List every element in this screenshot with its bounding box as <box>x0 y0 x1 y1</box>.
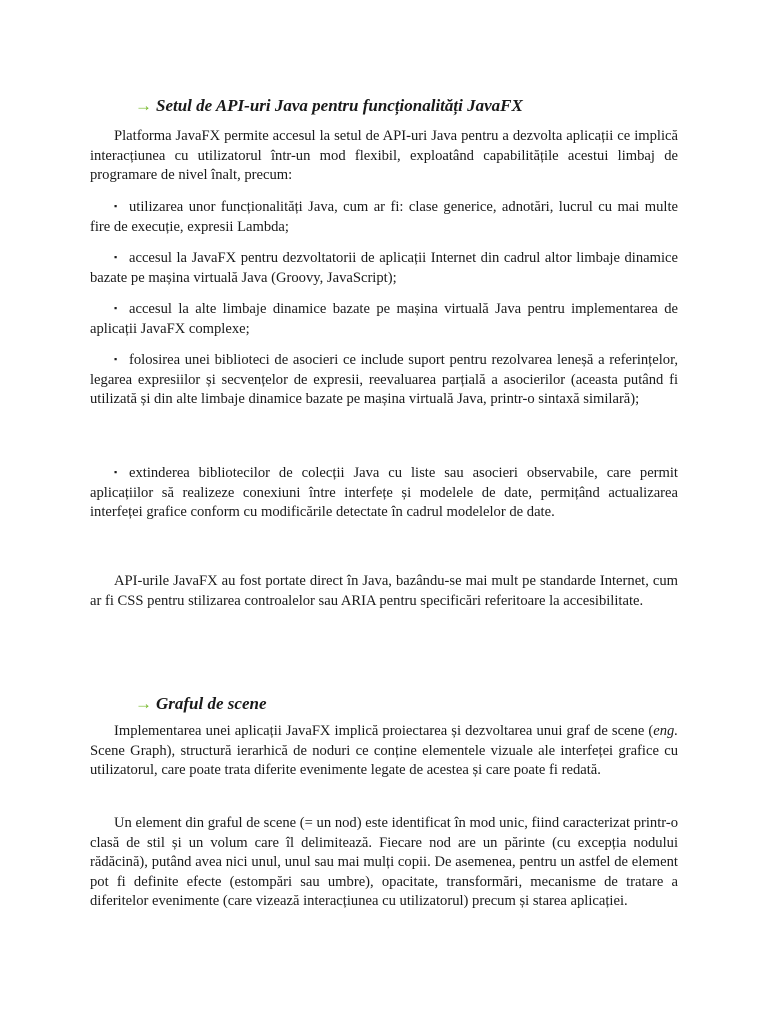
list-item <box>90 299 678 339</box>
list-item-text: accesul la JavaFX pentru dezvoltatorii de aplicații Internet din cadrul altor limbaje dinamice bazate pe mașina virtuală Java (Groovy, JavaScript); <box>90 250 678 286</box>
intro-paragraph: Platforma JavaFX permite accesul la setul de API-uri Java pentru a dezvolta aplicații ce implică interacțiunea cu utilizatorul într-un mod flexibil, exploatând capabilitățile acestui limbaj de programare de nivel înalt, precum: <box>90 128 678 183</box>
node-paragraph: Un element din graful de scene (= un nod) este identificat în mod unic, fiind caracterizat printr-o clasă de stil și un volum care îl delimitează. Fiecare nod are un părinte (cu excepția nodului rădăcină), putând avea nici unul, unul sau mai mulți copii. De asemenea, pentru un astfel de element pot fi definite efecte (estompări sau umbre), opacitate, transformări, mecanisme de tratare a diferitelor evenimente (care vizează interacțiunea cu utilizatorul) precum și starea aplicației. <box>90 815 678 909</box>
paragraph-text: Scene Graph), structură ierarhică de noduri ce conține elementele vizuale ale interfeței grafice cu utilizatorul, care poate trata diferite evenimente legate de acestea și care poate fi redată. <box>90 742 678 778</box>
list-item-text: accesul la alte limbaje dinamice bazate pe mașina virtuală Java pentru implementarea de aplicații JavaFX complexe; <box>90 301 678 337</box>
bullet-icon: ▪ <box>114 354 118 364</box>
section-heading-api <box>90 95 678 117</box>
scene-graph-paragraph <box>90 722 678 781</box>
paragraph-italic: eng. <box>653 723 678 739</box>
list-item-text: folosirea unei biblioteci de asocieri ce include suport pentru rezolvarea leneșă a referințelor, legarea expresiilor și secvențelor de expresii, reevaluarea parțială a asocierilor (aceasta putând fi utilizată și din alte limbaje dinamice bazate pe mașina virtuală Java, printr-o sintaxă similară); <box>90 352 678 407</box>
arrow-icon: → <box>135 96 152 115</box>
bullet-icon: ▪ <box>114 252 118 262</box>
list-item-text: utilizarea unor funcționalități Java, cum ar fi: clase generice, adnotări, lucrul cu mai multe fire de execuție, expresii Lambda; <box>90 199 678 235</box>
list-item <box>90 197 678 237</box>
paragraph-text: Implementarea unei aplicații JavaFX implică proiectarea și dezvoltarea unui graf de scene ( <box>114 723 654 739</box>
list-item-text: extinderea bibliotecilor de colecții Java cu liste sau asocieri observabile, care permit aplicațiilor să realizeze conexiuni între interfețe și modelele de date, permițând actualizarea interfeței grafice conform cu modificările detectate în cadrul modelelor de date. <box>90 465 678 520</box>
list-item <box>90 248 678 288</box>
section-title: Graful de scene <box>156 694 267 713</box>
arrow-icon: → <box>135 694 152 713</box>
bullet-icon: ▪ <box>114 201 118 211</box>
bullet-icon: ▪ <box>114 467 118 477</box>
section-title: Setul de API-uri Java pentru funcționalități JavaFX <box>156 96 523 115</box>
list-item <box>90 350 678 410</box>
section-heading-scene-graph <box>90 693 678 715</box>
bullet-icon: ▪ <box>114 303 118 313</box>
list-item <box>90 463 678 523</box>
closing-paragraph: API-urile JavaFX au fost portate direct în Java, bazându-se mai mult pe standarde Internet, cum ar fi CSS pentru stilizarea controalelor sau ARIA pentru specificări referitoare la accesibilitate. <box>90 573 678 609</box>
